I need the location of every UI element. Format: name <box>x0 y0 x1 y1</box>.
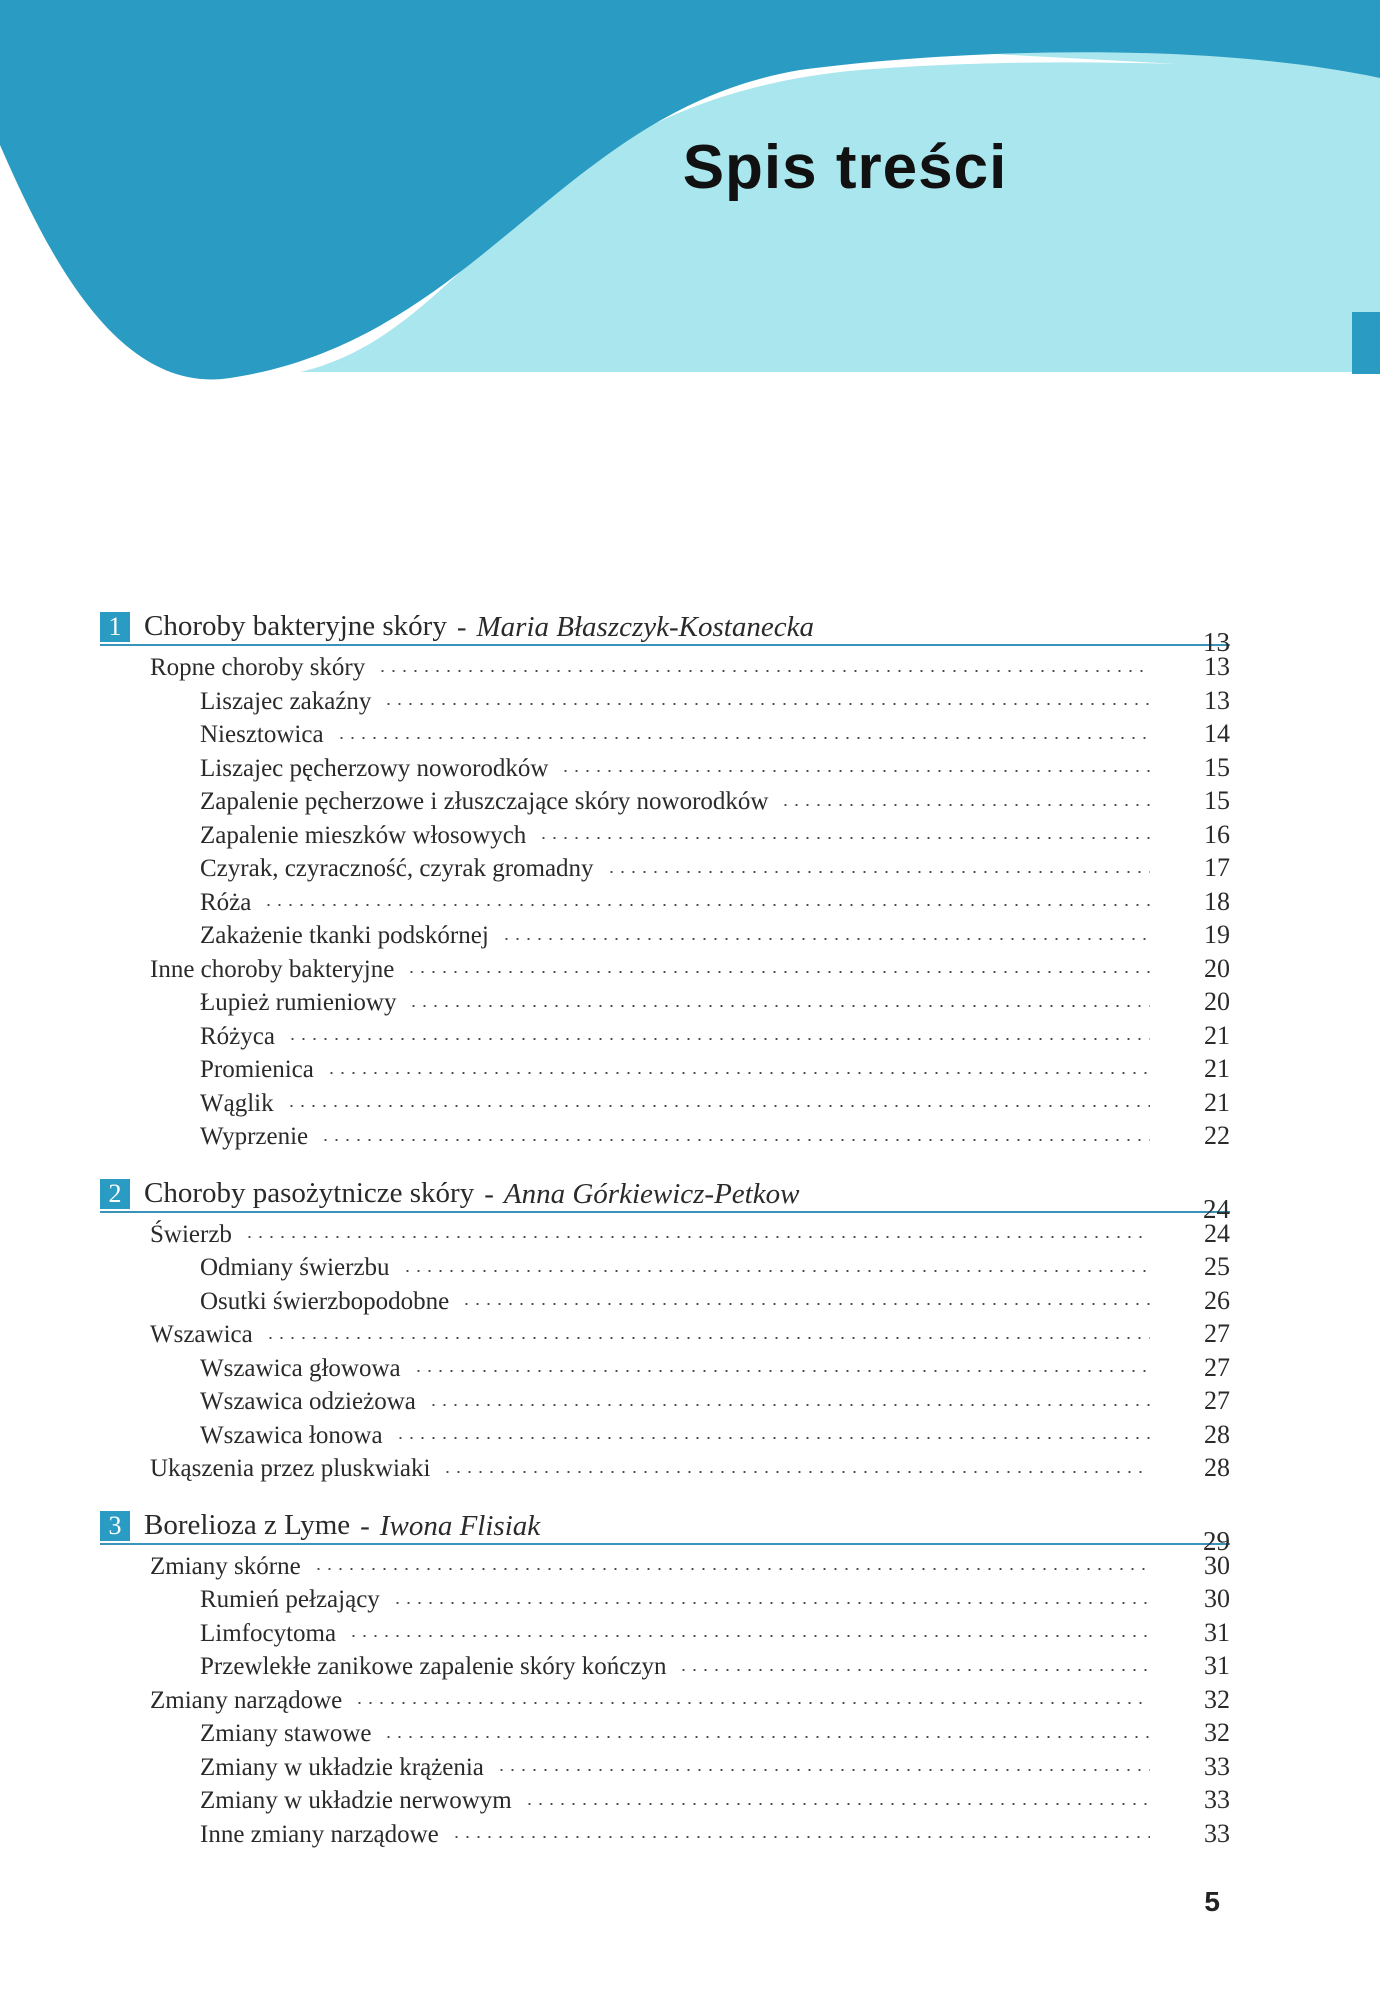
entry-page-number: 31 <box>1204 1651 1230 1680</box>
entry-page-number: 27 <box>1204 1352 1230 1382</box>
toc-section-entry[interactable] <box>100 1683 1230 1717</box>
chapter-section <box>100 1167 1230 1485</box>
chapter-number-badge: 1 <box>100 612 130 642</box>
entry-page-number: 13 <box>1204 685 1230 715</box>
toc-section-entry[interactable] <box>100 952 1230 986</box>
dot-leader <box>413 1370 1150 1372</box>
toc-section-entry[interactable] <box>100 1217 1230 1251</box>
toc-subsection-entry[interactable] <box>100 1250 1230 1284</box>
chapter-title: Choroby pasożytnicze skóry <box>144 1176 475 1209</box>
entry-page-number: 30 <box>1204 1550 1230 1580</box>
entry-page-number: 22 <box>1204 1121 1230 1150</box>
chapter-author: Maria Błaszczyk-Kostanecka <box>476 611 814 643</box>
toc-section-entry[interactable] <box>100 650 1230 684</box>
table-of-contents <box>100 600 1230 1864</box>
chapter-section <box>100 1499 1230 1851</box>
entry-label: Liszajec zakaźny <box>200 687 372 715</box>
toc-subsection-entry[interactable] <box>100 851 1230 885</box>
dot-leader <box>780 804 1150 806</box>
entry-page-number: 27 <box>1204 1319 1230 1348</box>
toc-subsection-entry[interactable] <box>100 885 1230 919</box>
page-number: 5 <box>1204 1886 1220 1917</box>
entry-label: Wszawica odzieżowa <box>200 1388 416 1415</box>
dot-leader <box>336 737 1150 739</box>
entry-page-number: 28 <box>1204 1419 1230 1449</box>
entry-label: Ropne choroby skóry <box>150 654 366 681</box>
entry-label: Wszawica łonowa <box>200 1421 383 1449</box>
entry-page-number: 26 <box>1204 1285 1230 1315</box>
entry-label: Liszajec pęcherzowy noworodków <box>200 754 549 782</box>
entry-label: Inne choroby bakteryjne <box>150 955 395 983</box>
entry-page-number: 21 <box>1204 1087 1230 1117</box>
entry-label: Limfocytoma <box>200 1619 337 1647</box>
toc-subsection-entry[interactable] <box>100 1019 1230 1053</box>
entry-page-number: 21 <box>1204 1020 1230 1050</box>
entry-label: Wyprzenie <box>200 1123 309 1150</box>
chapter-number-badge: 2 <box>100 1179 130 1209</box>
entry-page-number: 19 <box>1204 920 1230 949</box>
entry-page-number: 20 <box>1204 953 1230 983</box>
entry-label: Zmiany skórne <box>150 1552 301 1580</box>
entry-label: Wąglik <box>200 1089 274 1117</box>
entry-label: Zmiany w układzie krążenia <box>200 1753 484 1781</box>
entry-page-number: 25 <box>1204 1252 1230 1281</box>
dot-leader <box>451 1836 1150 1838</box>
dot-leader <box>678 1669 1150 1671</box>
chapter-title: Borelioza z Lyme <box>144 1508 351 1541</box>
dot-leader <box>496 1769 1150 1771</box>
dot-leader <box>354 1702 1150 1704</box>
dot-leader <box>524 1803 1150 1805</box>
dot-leader <box>501 938 1150 940</box>
toc-subsection-entry[interactable] <box>100 1384 1230 1418</box>
entry-label: Niesztowica <box>200 721 324 748</box>
chapter-page-number: 24 <box>1203 1193 1230 1224</box>
toc-subsection-entry[interactable] <box>100 1052 1230 1086</box>
dot-leader <box>286 1105 1150 1107</box>
toc-subsection-entry[interactable] <box>100 1418 1230 1452</box>
entry-page-number: 33 <box>1204 1751 1230 1781</box>
dot-leader <box>406 971 1150 973</box>
entry-label: Wszawica <box>150 1321 253 1348</box>
toc-subsection-entry[interactable] <box>100 1817 1230 1851</box>
toc-subsection-entry[interactable] <box>100 1716 1230 1750</box>
entry-label: Zakażenie tkanki podskórnej <box>200 922 489 949</box>
toc-subsection-entry[interactable] <box>100 1119 1230 1153</box>
dot-leader <box>320 1139 1150 1141</box>
toc-section-entry[interactable] <box>100 1317 1230 1351</box>
toc-subsection-entry[interactable] <box>100 784 1230 818</box>
dot-leader <box>395 1437 1150 1439</box>
entry-label: Zmiany narządowe <box>150 1686 343 1714</box>
dot-leader <box>263 904 1150 906</box>
toc-section-entry[interactable] <box>100 1549 1230 1583</box>
chapter-dash: - <box>360 1509 370 1542</box>
toc-subsection-entry[interactable] <box>100 684 1230 718</box>
side-tab-marker <box>1352 312 1380 374</box>
dot-leader <box>428 1404 1150 1406</box>
entry-label: Łupież rumieniowy <box>200 989 397 1016</box>
entry-page-number: 16 <box>1204 819 1230 849</box>
dot-leader <box>442 1471 1150 1473</box>
toc-section-entry[interactable] <box>100 1451 1230 1485</box>
dot-leader <box>383 703 1150 705</box>
entry-page-number: 32 <box>1204 1718 1230 1747</box>
entry-label: Inne zmiany narządowe <box>200 1820 439 1848</box>
entry-page-number: 30 <box>1204 1584 1230 1613</box>
chapter-author: Iwona Flisiak <box>379 1509 541 1542</box>
chapter-author: Anna Górkiewicz-Petkow <box>503 1177 800 1210</box>
entry-page-number: 33 <box>1204 1785 1230 1814</box>
toc-subsection-entry[interactable] <box>100 717 1230 751</box>
entry-label: Zapalenie pęcherzowe i złuszczające skóry noworodków <box>200 788 769 815</box>
entry-page-number: 21 <box>1204 1054 1230 1083</box>
entry-page-number: 28 <box>1204 1453 1230 1482</box>
dot-leader <box>377 670 1150 672</box>
dot-leader <box>326 1072 1150 1074</box>
chapter-page-number: 13 <box>1203 627 1230 657</box>
entry-page-number: 27 <box>1204 1386 1230 1415</box>
dot-leader <box>408 1005 1150 1007</box>
entry-label: Zmiany w układzie nerwowym <box>200 1787 512 1814</box>
entry-label: Przewlekłe zanikowe zapalenie skóry kończyn <box>200 1653 667 1680</box>
entry-page-number: 14 <box>1204 719 1230 748</box>
dot-leader <box>244 1236 1150 1238</box>
entry-label: Świerzb <box>150 1220 232 1248</box>
dot-leader <box>461 1303 1150 1305</box>
toc-subsection-entry[interactable] <box>100 1582 1230 1616</box>
toc-subsection-entry[interactable] <box>100 1649 1230 1683</box>
entry-label: Odmiany świerzbu <box>200 1254 390 1281</box>
entry-label: Zapalenie mieszków włosowych <box>200 821 527 849</box>
toc-subsection-entry[interactable] <box>100 1351 1230 1385</box>
dot-leader <box>606 871 1150 873</box>
entry-label: Różyca <box>200 1022 275 1050</box>
entry-page-number: 33 <box>1204 1818 1230 1848</box>
entry-label: Osutki świerzbopodobne <box>200 1287 450 1315</box>
toc-subsection-entry[interactable] <box>100 918 1230 952</box>
dot-leader <box>265 1337 1150 1339</box>
dot-leader <box>538 837 1150 839</box>
entry-page-number: 18 <box>1204 886 1230 916</box>
toc-subsection-entry[interactable] <box>100 1616 1230 1650</box>
entry-page-number: 20 <box>1204 987 1230 1016</box>
chapter-title: Choroby bakteryjne skóry <box>144 610 447 642</box>
chapter-number-badge: 3 <box>100 1511 130 1541</box>
chapter-section <box>100 600 1230 1153</box>
entry-label: Promienica <box>200 1056 314 1083</box>
chapter-page-number: 29 <box>1203 1525 1230 1556</box>
toc-subsection-entry[interactable] <box>100 985 1230 1019</box>
toc-subsection-entry[interactable] <box>100 1284 1230 1318</box>
toc-subsection-entry[interactable] <box>100 1783 1230 1817</box>
dot-leader <box>287 1038 1150 1040</box>
entry-label: Ukąszenia przez pluskwiaki <box>150 1455 431 1482</box>
chapter-dash: - <box>456 611 467 643</box>
chapter-heading[interactable] <box>100 1167 1230 1224</box>
entry-page-number: 31 <box>1204 1617 1230 1647</box>
dot-leader <box>560 770 1150 772</box>
entry-page-number: 15 <box>1204 752 1230 782</box>
chapter-heading[interactable] <box>100 1499 1230 1556</box>
toc-subsection-entry[interactable] <box>100 751 1230 785</box>
page-title: Spis treści <box>682 133 1008 202</box>
dot-leader <box>402 1270 1150 1272</box>
toc-subsection-entry[interactable] <box>100 1750 1230 1784</box>
chapter-dash: - <box>484 1177 494 1210</box>
entry-page-number: 15 <box>1204 786 1230 815</box>
toc-subsection-entry[interactable] <box>100 1086 1230 1120</box>
entry-page-number: 32 <box>1204 1684 1230 1714</box>
dot-leader <box>392 1602 1150 1604</box>
chapter-heading[interactable] <box>100 600 1230 657</box>
dot-leader <box>348 1635 1150 1637</box>
entry-page-number: 13 <box>1204 652 1230 681</box>
dot-leader <box>313 1568 1150 1570</box>
entry-page-number: 17 <box>1204 853 1230 882</box>
entry-label: Zmiany stawowe <box>200 1720 372 1747</box>
entry-page-number: 24 <box>1204 1218 1230 1248</box>
dot-leader <box>383 1736 1150 1738</box>
entry-label: Róża <box>200 888 252 916</box>
entry-label: Czyrak, czyraczność, czyrak gromadny <box>200 855 594 882</box>
entry-label: Rumień pełzający <box>200 1586 380 1613</box>
entry-label: Wszawica głowowa <box>200 1354 401 1382</box>
toc-subsection-entry[interactable] <box>100 818 1230 852</box>
